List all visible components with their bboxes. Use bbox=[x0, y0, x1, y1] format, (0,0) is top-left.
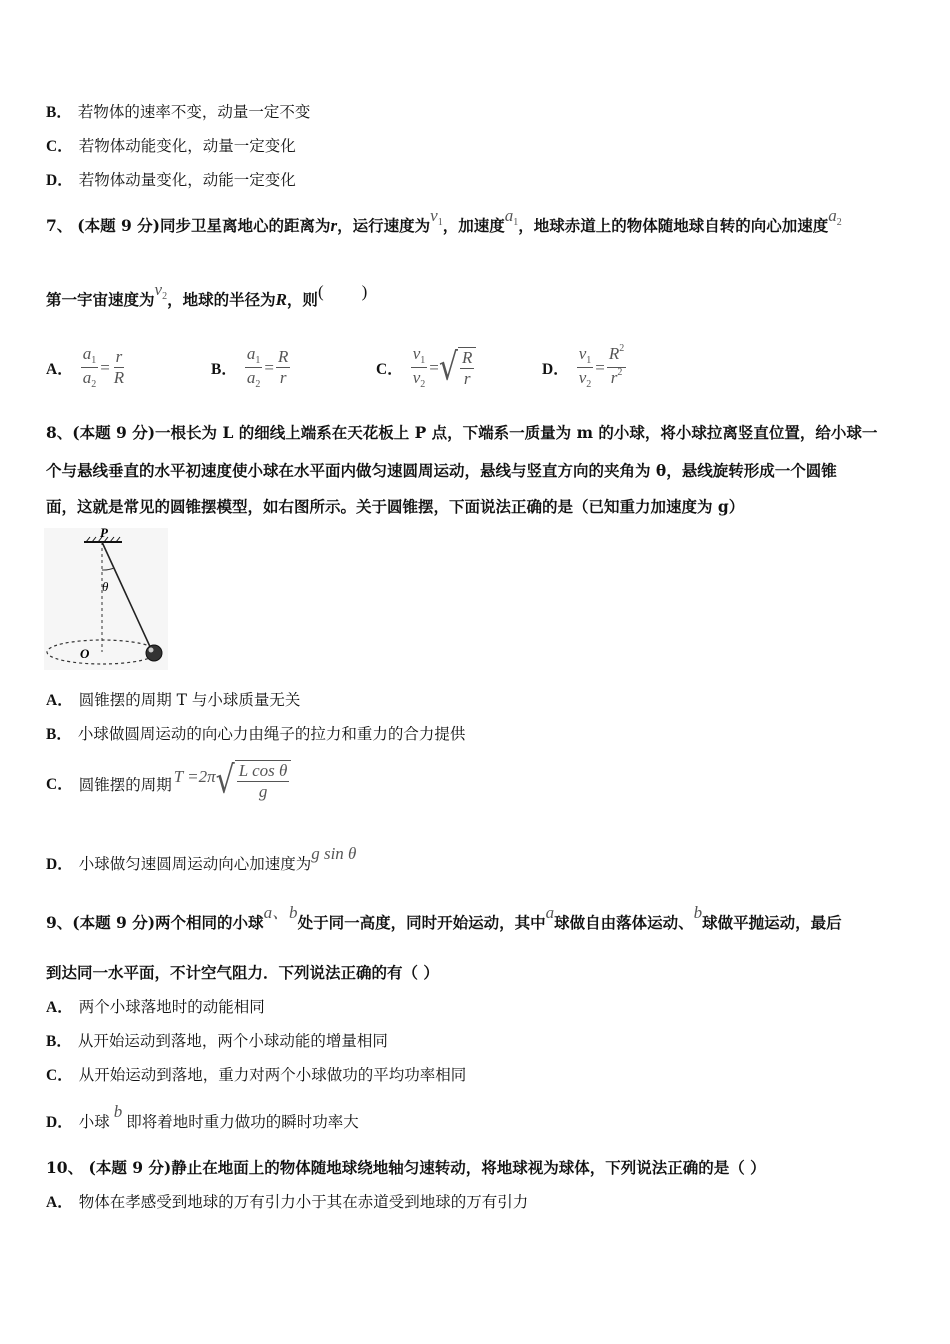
q6-option-b: B． 若物体的速率不变，动量一定不变 bbox=[46, 103, 311, 121]
ball bbox=[146, 645, 162, 661]
q8-option-a: A． 圆锥摆的周期 T 与小球质量无关 bbox=[46, 691, 301, 709]
q9-option-b: B． 从开始运动到落地，两个小球动能的增量相同 bbox=[46, 1032, 388, 1050]
q8-option-c: C． 圆锥摆的周期 T =2π √ $\frac{\text{L cos θ}}{g}$ bbox=[46, 765, 291, 805]
q7-choice-c: C． $\frac{v_1}{v_2}$ = √ $\frac{R}{r}$ bbox=[376, 344, 476, 391]
fraction: $\frac{v_1}{v_2}$ bbox=[578, 344, 592, 390]
fraction: $\frac{v_1}{v_2}$ bbox=[412, 344, 426, 390]
q7-choice-d: D． $\frac{v_1}{v_2}$ = $\frac{R^2}{r^2}$ bbox=[542, 343, 625, 390]
square-root: √ $\frac{\text{L cos θ}}{g}$ bbox=[216, 760, 292, 802]
fraction: $\frac{a_1}{a_2}$ bbox=[246, 344, 261, 390]
q8-stem-line1: 8、(本题 9 分)一根长为 L 的细线上端系在天花板上 P 点，下端系一质量为 m 的小球，将小球拉离竖直位置，给小球一 bbox=[46, 423, 878, 442]
fraction: $\frac{a_1}{a_2}$ bbox=[82, 344, 97, 390]
q7-stem-line1: 7、 (本题 9 分)同步卫星离地心的距离为r，运行速度为$v_1$，加速度$a_1$，地球赤道上的物体随地球自转的向心加速度$a_2$ bbox=[46, 206, 842, 235]
conical-pendulum-figure bbox=[44, 528, 168, 670]
q8-stem-line3: 面，这就是常见的圆锥摆模型，如右图所示。关于圆锥摆，下面说法正确的是（已知重力加速度为 g） bbox=[46, 497, 745, 516]
q7-stem-line2: 第一宇宙速度为$v_2$，地球的半径为R，则( ) bbox=[46, 280, 368, 309]
q9-stem-line1: 9、(本题 9 分)两个相同的小球a、b处于同一高度，同时开始运动，其中a球做自由落体运动、b球做平抛运动，最后 bbox=[46, 903, 842, 932]
q6-option-c: C． 若物体动能变化，动量一定变化 bbox=[46, 137, 296, 155]
q9-option-c: C． 从开始运动到落地，重力对两个小球做功的平均功率相同 bbox=[46, 1066, 467, 1084]
q6-option-d: D． 若物体动量变化，动能一定变化 bbox=[46, 171, 296, 189]
v2-symbol: $v_2$ bbox=[154, 280, 168, 302]
q7-choice-b: B． $\frac{a_1}{a_2}$ = $\frac{R}{r}$ bbox=[211, 344, 289, 390]
q8-stem-line2: 个与悬线垂直的水平初速度使小球在水平面内做匀速圆周运动，悬线与竖直方向的夹角为 θ，悬线旋转形成一个圆锥 bbox=[46, 461, 837, 480]
q10-option-a: A． 物体在孝感受到地球的万有引力小于其在赤道受到地球的万有引力 bbox=[46, 1193, 529, 1211]
a2-symbol: $a_2$ bbox=[828, 206, 842, 228]
point-o-label: O bbox=[80, 646, 90, 661]
q9-option-a: A． 两个小球落地时的动能相同 bbox=[46, 998, 265, 1016]
v1-symbol: $v_1$ bbox=[430, 206, 443, 228]
q8-option-d: D． 小球做匀速圆周运动向心加速度为g sin θ bbox=[46, 844, 357, 873]
fraction: $\frac{R}{r}$ bbox=[277, 347, 289, 387]
q9-stem-line2: 到达同一水平面，不计空气阻力．下列说法正确的有（ ） bbox=[46, 963, 439, 982]
fraction: $\frac{r}{R}$ bbox=[113, 347, 125, 387]
q7-choice-a: A． $\frac{a_1}{a_2}$ = $\frac{r}{R}$ bbox=[46, 344, 125, 390]
point-p-label: P bbox=[100, 528, 108, 540]
q10-stem: 10、 (本题 9 分)静止在地面上的物体随地球绕地轴匀速转动，将地球视为球体，下列说法正确的是（ ） bbox=[46, 1158, 766, 1177]
q9-option-d: D． 小球b即将着地时重力做功的瞬时功率大 bbox=[46, 1102, 359, 1131]
a1-symbol: $a_1$ bbox=[504, 206, 519, 228]
q8-option-b: B． 小球做圆周运动的向心力由绳子的拉力和重力的合力提供 bbox=[46, 725, 466, 743]
theta-label: θ bbox=[102, 579, 109, 594]
fraction: $\frac{R^2}{r^2}$ bbox=[608, 343, 625, 387]
square-root: √ $\frac{R}{r}$ bbox=[439, 347, 477, 389]
